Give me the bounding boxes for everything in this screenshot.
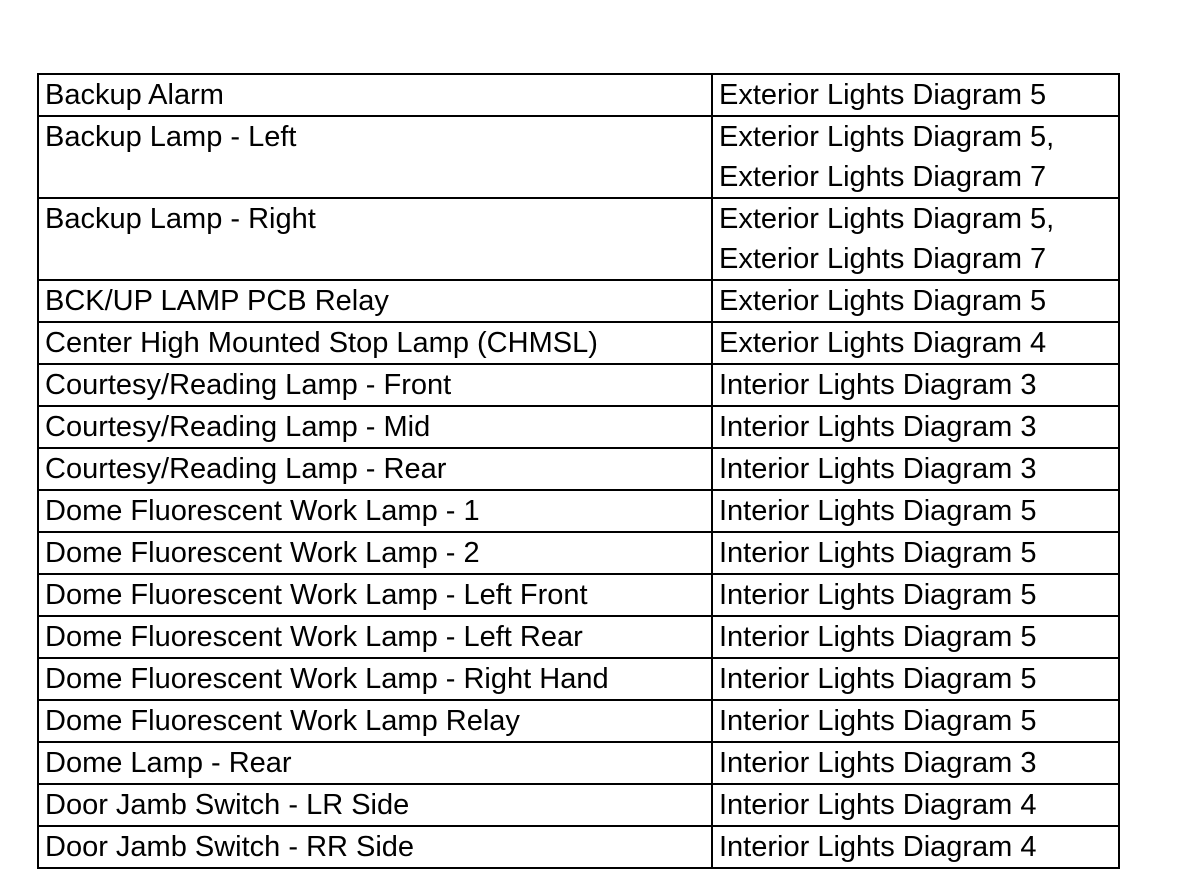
diagram-reference: Exterior Lights Diagram 4 [719, 327, 1047, 359]
table-row [38, 574, 1119, 616]
diagram-reference: Interior Lights Diagram 5 [719, 495, 1037, 527]
diagram-reference: Exterior Lights Diagram 7 [719, 161, 1047, 193]
diagram-reference: Interior Lights Diagram 3 [719, 369, 1037, 401]
table-row [38, 406, 1119, 448]
diagram-location-cell [712, 700, 1119, 742]
component-name-cell: Courtesy/Reading Lamp - Rear [38, 448, 712, 490]
table-body [38, 74, 1119, 868]
table-row [38, 658, 1119, 700]
table-row [38, 616, 1119, 658]
diagram-location-cell [712, 406, 1119, 448]
component-name-cell: BCK/UP LAMP PCB Relay [38, 280, 712, 322]
component-name-cell: Courtesy/Reading Lamp - Front [38, 364, 712, 406]
diagram-reference: Interior Lights Diagram 4 [719, 789, 1037, 821]
diagram-location-cell [712, 742, 1119, 784]
component-name-cell: Door Jamb Switch - LR Side [38, 784, 712, 826]
component-name-cell: Center High Mounted Stop Lamp (CHMSL) [38, 322, 712, 364]
diagram-location-cell [712, 784, 1119, 826]
diagram-reference: Interior Lights Diagram 5 [719, 537, 1037, 569]
diagram-location-cell [712, 574, 1119, 616]
table-row [38, 448, 1119, 490]
diagram-reference: Interior Lights Diagram 3 [719, 453, 1037, 485]
component-name-cell: Dome Fluorescent Work Lamp - 2 [38, 532, 712, 574]
diagram-location-cell [712, 616, 1119, 658]
diagram-reference: Interior Lights Diagram 5 [719, 621, 1037, 653]
table-row [38, 322, 1119, 364]
component-name-cell: Dome Fluorescent Work Lamp - 1 [38, 490, 712, 532]
diagram-location-cell [712, 532, 1119, 574]
diagram-location-cell [712, 116, 1119, 198]
table-row [38, 700, 1119, 742]
component-name-cell: Dome Fluorescent Work Lamp Relay [38, 700, 712, 742]
table-row [38, 490, 1119, 532]
diagram-reference: Exterior Lights Diagram 5 [719, 79, 1047, 111]
diagram-reference: Interior Lights Diagram 5 [719, 705, 1037, 737]
table-row [38, 826, 1119, 868]
table-row [38, 116, 1119, 198]
component-name-cell: Door Jamb Switch - RR Side [38, 826, 712, 868]
component-name-cell: Courtesy/Reading Lamp - Mid [38, 406, 712, 448]
table-row [38, 742, 1119, 784]
diagram-location-cell [712, 198, 1119, 280]
diagram-reference: Interior Lights Diagram 4 [719, 831, 1037, 863]
diagram-location-cell [712, 322, 1119, 364]
table-row [38, 280, 1119, 322]
diagram-reference: Interior Lights Diagram 3 [719, 411, 1037, 443]
component-name-cell: Dome Fluorescent Work Lamp - Left Front [38, 574, 712, 616]
component-location-table [37, 73, 1120, 869]
table-row [38, 532, 1119, 574]
diagram-reference: Interior Lights Diagram 5 [719, 663, 1037, 695]
diagram-location-cell [712, 280, 1119, 322]
diagram-reference: Exterior Lights Diagram 5 [719, 285, 1047, 317]
diagram-location-cell [712, 490, 1119, 532]
table-row [38, 364, 1119, 406]
component-name-cell: Dome Lamp - Rear [38, 742, 712, 784]
diagram-reference: Exterior Lights Diagram 5, [719, 121, 1055, 153]
diagram-reference: Exterior Lights Diagram 5, [719, 203, 1055, 235]
table-row [38, 74, 1119, 116]
diagram-location-cell [712, 658, 1119, 700]
diagram-location-cell [712, 364, 1119, 406]
diagram-reference: Interior Lights Diagram 3 [719, 747, 1037, 779]
diagram-location-cell [712, 74, 1119, 116]
diagram-location-cell [712, 448, 1119, 490]
component-name-cell: Dome Fluorescent Work Lamp - Right Hand [38, 658, 712, 700]
table-row [38, 784, 1119, 826]
component-name-cell: Backup Lamp - Left [38, 116, 712, 198]
component-name-cell: Backup Lamp - Right [38, 198, 712, 280]
diagram-reference: Interior Lights Diagram 5 [719, 579, 1037, 611]
component-name-cell: Backup Alarm [38, 74, 712, 116]
component-name-cell: Dome Fluorescent Work Lamp - Left Rear [38, 616, 712, 658]
table-row [38, 198, 1119, 280]
diagram-location-cell [712, 826, 1119, 868]
diagram-reference: Exterior Lights Diagram 7 [719, 243, 1047, 275]
